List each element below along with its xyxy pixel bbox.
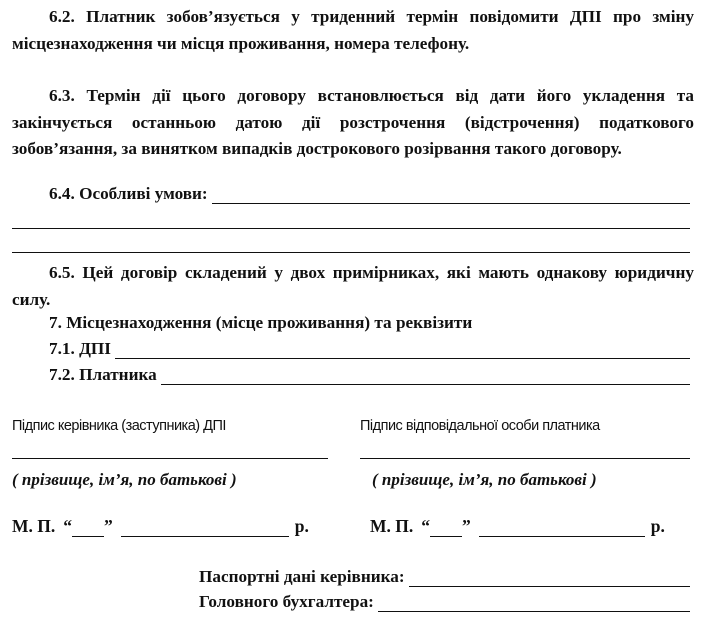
month-field-right[interactable] <box>479 522 645 537</box>
close-quote-left: ” <box>104 516 113 536</box>
open-quote-left: “ <box>63 516 73 536</box>
day-field-right[interactable] <box>430 522 462 537</box>
clause-7-label: 7. Місцезнаходження (місце проживання) та реквізити <box>49 313 473 332</box>
special-conditions-row <box>49 184 690 204</box>
name-note-left: ( прізвище, ім’я, по батькові ) <box>12 470 237 489</box>
head-passport-label: Паспортні дані керівника: <box>199 567 405 586</box>
special-conditions-line-2[interactable] <box>12 228 690 229</box>
head-passport-row <box>199 567 690 587</box>
stamp-date-right <box>370 516 665 537</box>
special-conditions-field[interactable] <box>212 189 690 204</box>
signature-left-title: Підпис керівника (заступника) ДПІ <box>12 418 226 434</box>
special-conditions-label: 6.4. Особливі умови: <box>49 184 208 203</box>
clause-6-3: 6.3. Термін дії цього договору встановлюється від дати його укладення та закінчується останньою датою дії розстрочення (відстрочення) податкового зобов’язання, за винятком випадків дострокового розірвання такого договору. <box>12 86 694 158</box>
clause-7-heading <box>49 313 472 333</box>
stamp-date-left <box>12 516 309 537</box>
signature-right-line[interactable] <box>360 458 690 459</box>
special-conditions-line-3[interactable] <box>12 252 690 253</box>
close-quote-right: ” <box>462 516 471 536</box>
accountant-passport-label: Головного бухгалтера: <box>199 592 374 611</box>
dpi-details-row <box>49 339 690 359</box>
payer-details-row <box>49 365 690 385</box>
signature-left-line[interactable] <box>12 458 328 459</box>
head-passport-field[interactable] <box>409 572 690 587</box>
signature-right-title: Підпис відповідальної особи платника <box>360 418 600 434</box>
year-suffix-left: р. <box>294 516 309 536</box>
payer-details-label: 7.2. Платника <box>49 365 157 384</box>
accountant-passport-field[interactable] <box>378 597 690 612</box>
day-field-left[interactable] <box>72 522 104 537</box>
stamp-mp-left: М. П. <box>12 516 56 536</box>
dpi-details-label: 7.1. ДПІ <box>49 339 111 358</box>
clause-6-2: 6.2. Платник зобов’язується у триденний термін повідомити ДПІ про зміну місцезнаходження чи місця проживання, номера телефону. <box>12 7 694 53</box>
year-suffix-right: р. <box>650 516 665 536</box>
open-quote-right: “ <box>421 516 431 536</box>
dpi-details-field[interactable] <box>115 344 690 359</box>
month-field-left[interactable] <box>121 522 289 537</box>
payer-details-field[interactable] <box>161 370 690 385</box>
name-note-right: ( прізвище, ім’я, по батькові ) <box>372 470 597 489</box>
stamp-mp-right: М. П. <box>370 516 414 536</box>
accountant-passport-row <box>199 592 690 612</box>
clause-6-5: 6.5. Цей договір складений у двох примірниках, які мають однакову юридичну силу. <box>12 263 694 309</box>
